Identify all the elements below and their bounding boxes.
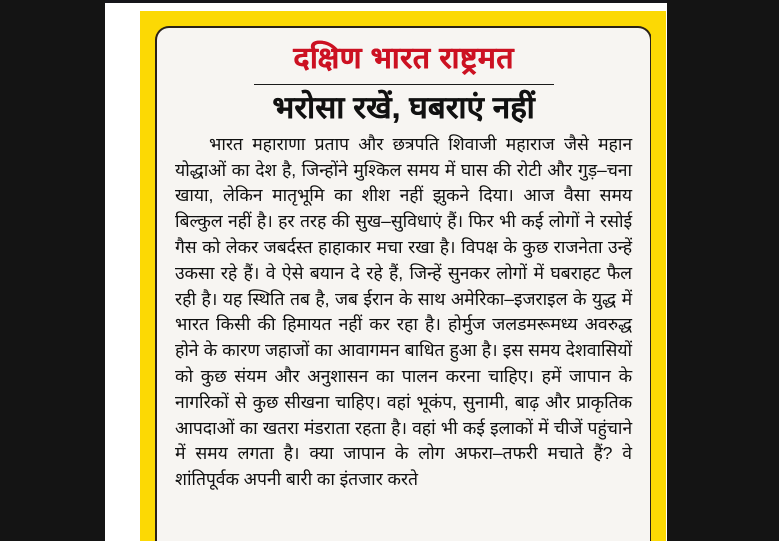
newspaper-clipping-card: [140, 11, 666, 541]
article-paragraph-text: भारत महाराणा प्रताप और छत्रपति शिवाजी महाराज जैसे महान योद्धाओं का देश है, जिन्होंने मुश्किल समय में घास की रोटी और गुड़–चना खाया, लेकिन मातृभूमि का शीश नहीं झुकने दिया। आज वैसा समय बिल्कुल नहीं है। हर तरह की सुख–सुविधाएं हैं। फिर भी कई लोगों ने रसोई गैस को लेकर जबर्दस्त हाहाकार मचा रखा है। विपक्ष के कुछ राजनेता उन्हें उकसा रहे हैं। वे ऐसे बयान दे रहे हैं, जिन्हें सुनकर लोगों में घबराहट फैल रही है। यह स्थिति तब है, जब ईरान के साथ अमेरिका–इजराइल के युद्ध में भारत किसी की हिमायत नहीं कर रहा है। होर्मुज जलडमरूमध्य अवरुद्ध होने के कारण जहाजों का आवागमन बाधित हुआ है। इस समय देशवासियों को कुछ संयम और अनुशासन का पालन करना चाहिए। हमें जापान के नागरिकों से कुछ सीखना चाहिए। वहां भूकंप, सुनामी, बाढ़ और प्राकृतिक आपदाओं का खतरा मंडराता रहता है। वहां भी कई इलाकों में चीजें पहुंचाने में समय लगता है। क्या जापान के लोग अफरा–तफरी मचाते हैं? वे शांतिपूर्वक अपनी बारी का इंतजार करते: [175, 133, 632, 490]
article-body: [171, 132, 636, 493]
frame-rail-left: [140, 11, 155, 541]
paper-surface: [155, 26, 652, 541]
masthead-divider-rule: [254, 84, 554, 86]
article-headline: भरोसा रखें, घबराएं नहीं: [272, 90, 535, 126]
frame-rail-right: [651, 11, 666, 541]
publication-masthead: दक्षिण भारत राष्ट्रमत: [293, 42, 514, 75]
